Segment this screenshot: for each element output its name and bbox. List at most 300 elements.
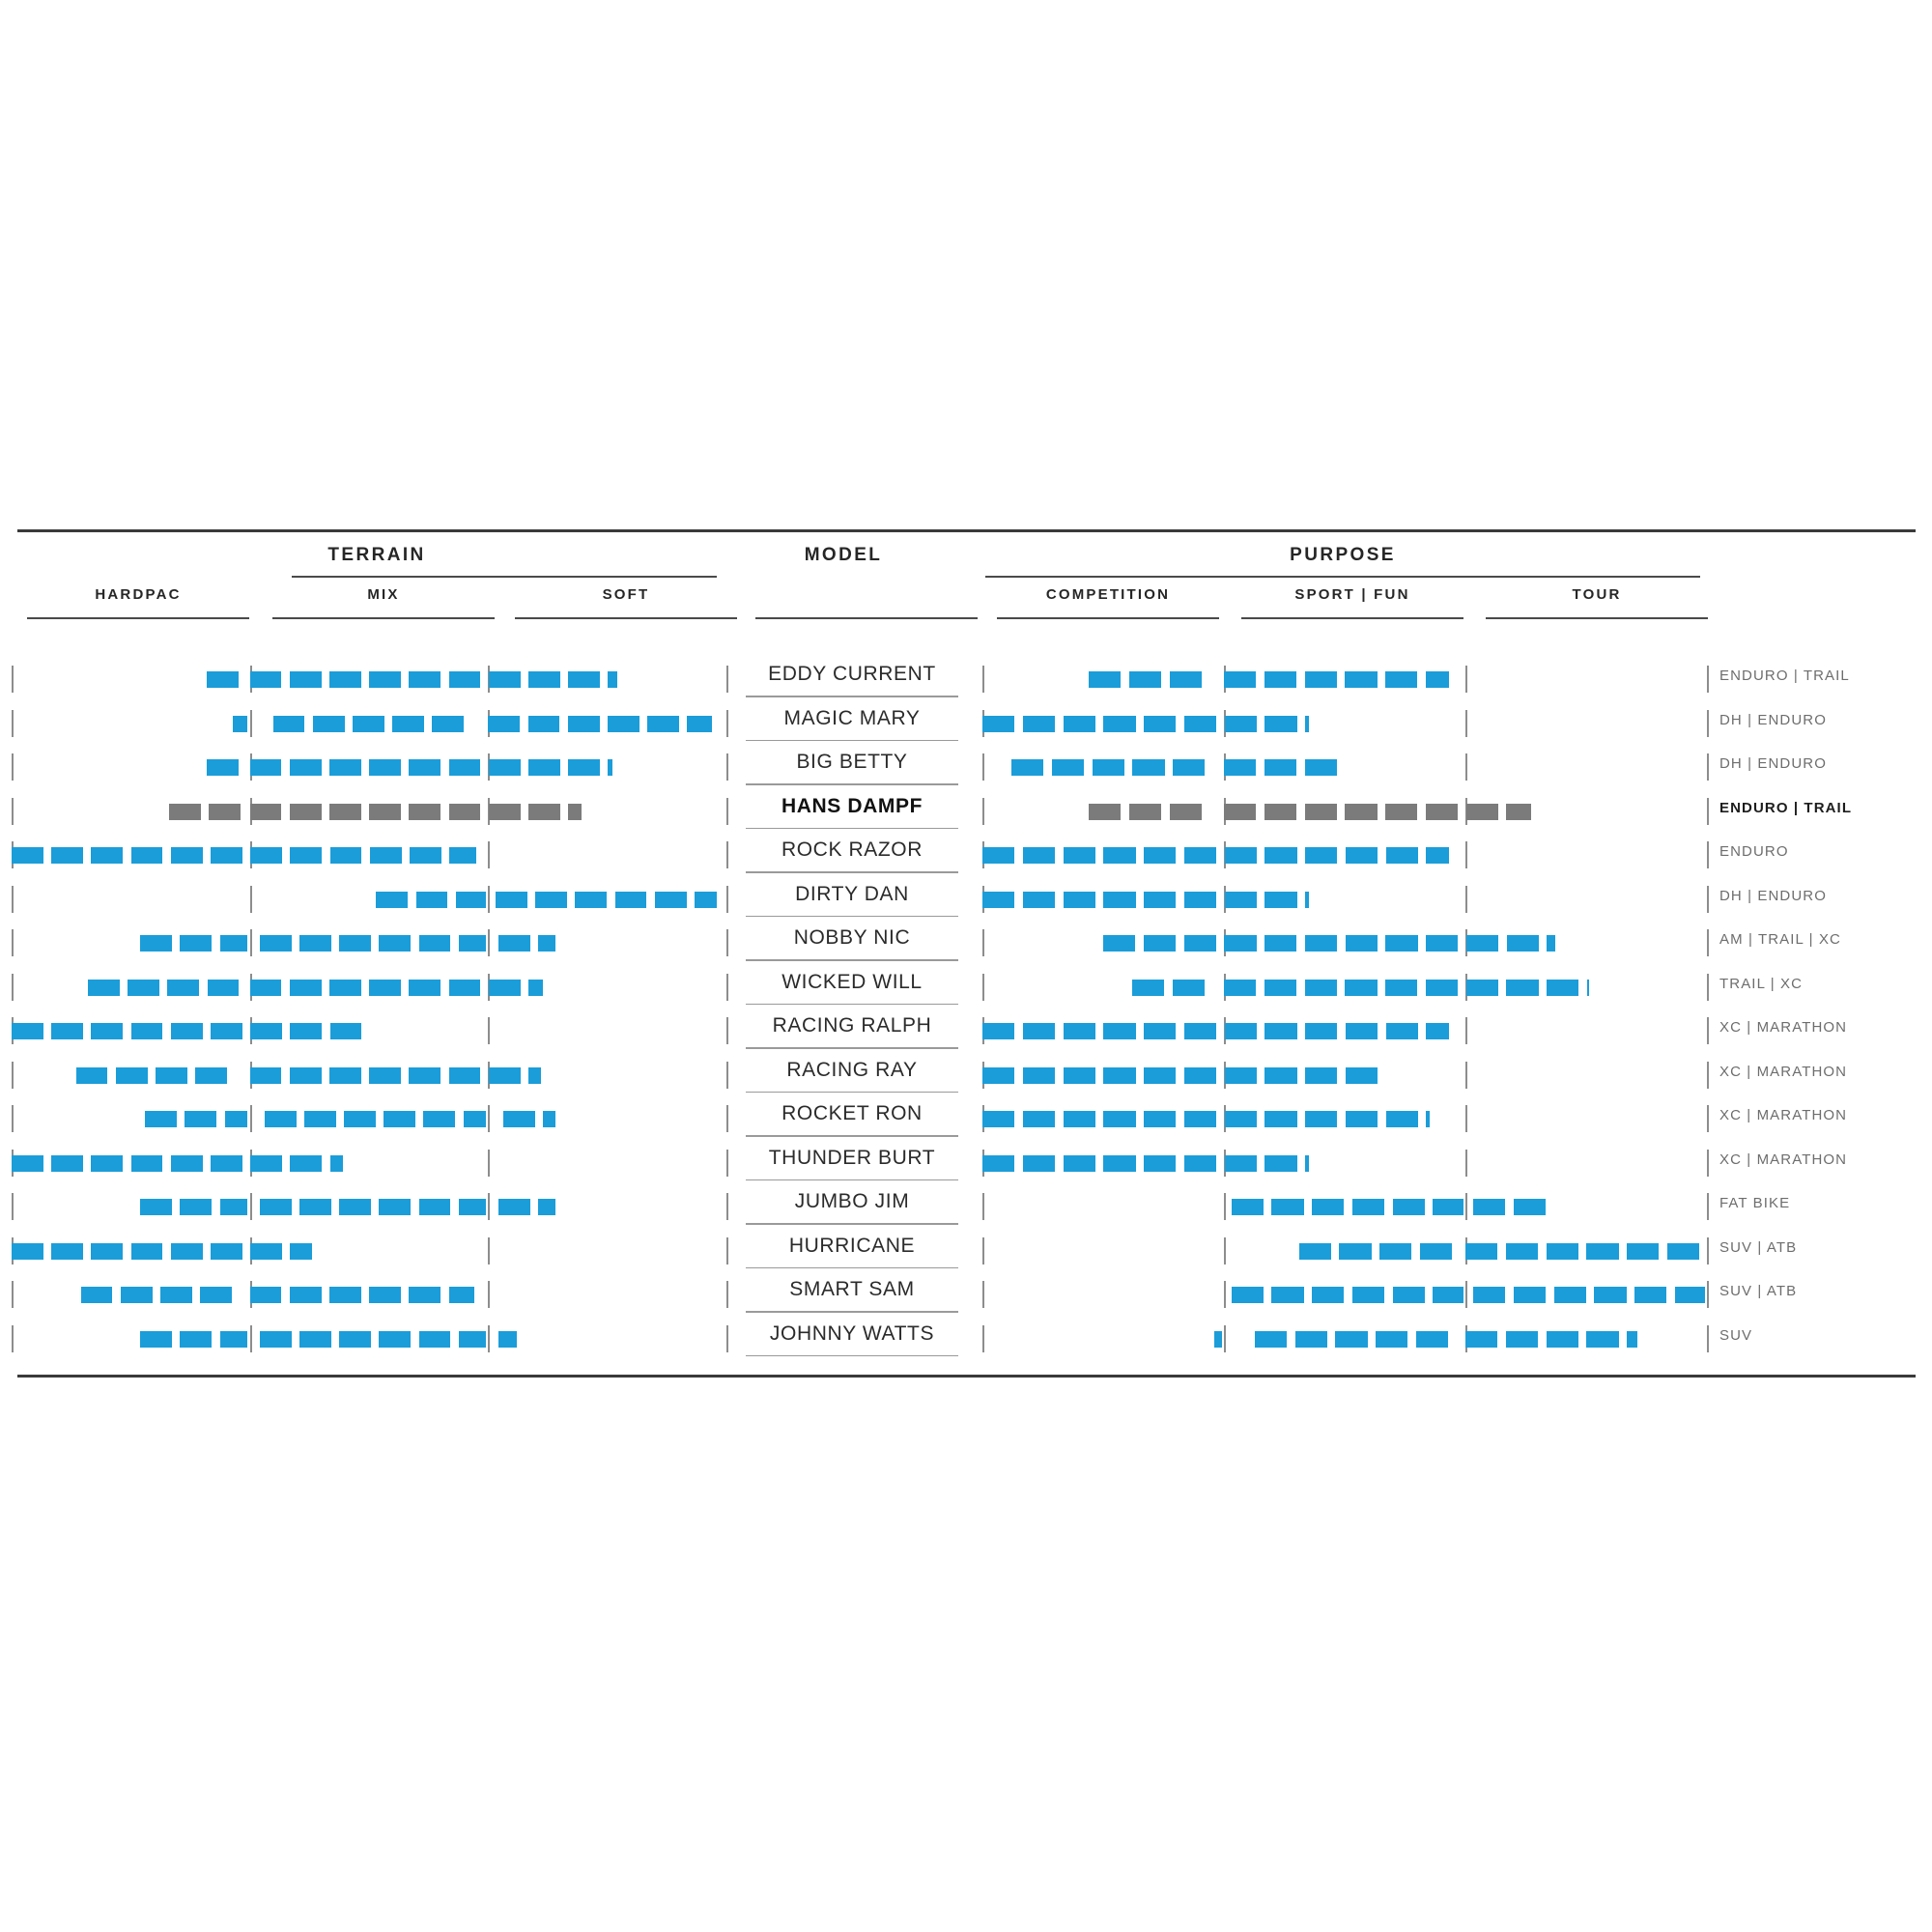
- purpose-segment: [1264, 671, 1296, 688]
- purpose-segment: [1271, 1199, 1303, 1215]
- terrain-segment: [449, 804, 481, 820]
- purpose-divider-tick: [1707, 1062, 1709, 1089]
- purpose-segment: [1426, 847, 1449, 864]
- purpose-segment: [1554, 1287, 1586, 1303]
- model-underline: [746, 828, 958, 830]
- terrain-segment: [459, 1199, 486, 1215]
- model-underline: [746, 871, 958, 873]
- terrain-segment: [369, 804, 401, 820]
- terrain-segment: [498, 1331, 517, 1348]
- terrain-gauge: [12, 1097, 726, 1142]
- purpose-segment: [1627, 1331, 1637, 1348]
- purpose-divider-tick: [1707, 974, 1709, 1001]
- purpose-segment: [1299, 1243, 1331, 1260]
- terrain-segment: [250, 980, 282, 996]
- terrain-segment: [180, 1199, 212, 1215]
- purpose-segment: [1103, 1067, 1135, 1084]
- terrain-gauge: [12, 922, 726, 966]
- terrain-gauge: [12, 1318, 726, 1362]
- terrain-segment: [250, 759, 282, 776]
- terrain-segment: [12, 1155, 43, 1172]
- terrain-segment: [131, 847, 163, 864]
- terrain-segment: [131, 1243, 163, 1260]
- purpose-segment: [1514, 1199, 1546, 1215]
- purpose-divider-tick: [982, 1281, 984, 1308]
- terrain-segment: [207, 671, 239, 688]
- purpose-segment: [1184, 892, 1216, 908]
- purpose-segment: [1103, 892, 1135, 908]
- terrain-segment: [250, 1023, 282, 1039]
- purpose-segment: [1170, 671, 1202, 688]
- purpose-segment: [1132, 759, 1164, 776]
- purpose-divider-tick: [1465, 1281, 1467, 1308]
- terrain-segment: [211, 847, 242, 864]
- purpose-segment: [1255, 1331, 1287, 1348]
- purpose-segment: [1305, 935, 1337, 952]
- purpose-segment: [1103, 1155, 1135, 1172]
- header-subgroups: [19, 577, 1913, 621]
- terrain-segment: [290, 847, 322, 864]
- purpose-label: DH | ENDURO: [1719, 711, 1827, 728]
- terrain-divider-tick: [726, 974, 728, 1001]
- terrain-segment: [339, 1331, 371, 1348]
- purpose-divider-tick: [982, 798, 984, 825]
- purpose-gauge: [982, 966, 1707, 1010]
- purpose-divider-tick: [1224, 1325, 1226, 1352]
- terrain-segment: [419, 1331, 451, 1348]
- terrain-segment: [432, 716, 464, 732]
- purpose-segment: [1224, 804, 1256, 820]
- purpose-segment: [1023, 1067, 1055, 1084]
- terrain-segment: [330, 1023, 362, 1039]
- purpose-segment: [1473, 1199, 1505, 1215]
- purpose-segment: [1064, 1023, 1095, 1039]
- terrain-segment: [423, 1111, 455, 1127]
- terrain-segment: [489, 804, 521, 820]
- terrain-divider-tick: [12, 974, 14, 1001]
- purpose-divider-tick: [1707, 1150, 1709, 1177]
- chart-row: [19, 922, 1913, 966]
- terrain-segment: [250, 1243, 282, 1260]
- terrain-segment: [250, 1155, 282, 1172]
- terrain-segment: [225, 1111, 248, 1127]
- purpose-segment: [1627, 1243, 1659, 1260]
- purpose-divider-tick: [982, 1193, 984, 1220]
- purpose-label: XC | MARATHON: [1719, 1063, 1848, 1080]
- terrain-divider-tick: [12, 1105, 14, 1132]
- terrain-segment: [410, 847, 441, 864]
- terrain-segment: [498, 935, 530, 952]
- terrain-gauge: [12, 1185, 726, 1230]
- terrain-segment: [498, 1199, 530, 1215]
- purpose-segment: [1305, 980, 1337, 996]
- terrain-segment: [211, 1155, 242, 1172]
- purpose-segment: [1144, 935, 1176, 952]
- purpose-segment: [1129, 804, 1161, 820]
- terrain-segment: [171, 1155, 203, 1172]
- purpose-divider-tick: [982, 1325, 984, 1352]
- purpose-segment: [1305, 1155, 1309, 1172]
- purpose-divider-tick: [1465, 1017, 1467, 1044]
- purpose-segment: [1506, 1243, 1538, 1260]
- terrain-segment: [51, 847, 83, 864]
- terrain-segment: [538, 935, 555, 952]
- purpose-segment: [1225, 1155, 1257, 1172]
- purpose-segment: [982, 892, 1014, 908]
- purpose-segment: [982, 847, 1014, 864]
- terrain-divider-tick: [726, 1017, 728, 1044]
- terrain-segment: [180, 935, 212, 952]
- terrain-segment: [449, 759, 481, 776]
- purpose-segment: [1224, 759, 1256, 776]
- model-underline: [746, 1092, 958, 1094]
- purpose-divider-tick: [982, 974, 984, 1001]
- purpose-segment: [1594, 1287, 1626, 1303]
- purpose-segment: [1103, 716, 1135, 732]
- terrain-segment: [304, 1111, 336, 1127]
- purpose-segment: [1339, 1243, 1371, 1260]
- terrain-segment: [290, 1067, 322, 1084]
- terrain-segment: [575, 892, 607, 908]
- terrain-divider-tick: [488, 1017, 490, 1044]
- purpose-segment: [1586, 1331, 1618, 1348]
- terrain-segment: [369, 759, 401, 776]
- model-name: ROCKET RON: [781, 1102, 923, 1124]
- model-underline: [746, 696, 958, 697]
- purpose-divider-tick: [1707, 1325, 1709, 1352]
- purpose-segment: [1346, 1023, 1378, 1039]
- purpose-segment: [1335, 1331, 1367, 1348]
- purpose-segment: [1312, 1199, 1344, 1215]
- purpose-segment: [1023, 1155, 1055, 1172]
- purpose-segment: [1385, 935, 1417, 952]
- purpose-segment: [1305, 804, 1337, 820]
- group-header-terrain: TERRAIN: [327, 545, 426, 565]
- terrain-segment: [568, 671, 600, 688]
- terrain-segment: [568, 804, 582, 820]
- purpose-segment: [1023, 1111, 1055, 1127]
- terrain-segment: [171, 1243, 203, 1260]
- terrain-segment: [416, 892, 448, 908]
- terrain-segment: [647, 716, 679, 732]
- purpose-segment: [1144, 847, 1176, 864]
- terrain-segment: [195, 1067, 227, 1084]
- terrain-segment: [250, 804, 282, 820]
- terrain-segment: [528, 980, 543, 996]
- terrain-segment: [208, 980, 240, 996]
- terrain-segment: [330, 1155, 344, 1172]
- terrain-segment: [464, 1111, 486, 1127]
- purpose-segment: [1433, 1199, 1463, 1215]
- terrain-gauge: [12, 878, 726, 923]
- chart-rows: [19, 658, 1913, 1361]
- terrain-divider-tick: [12, 1281, 14, 1308]
- terrain-gauge: [12, 1142, 726, 1186]
- purpose-divider-tick: [1465, 886, 1467, 913]
- terrain-divider-tick: [726, 1325, 728, 1352]
- terrain-segment: [329, 1287, 361, 1303]
- purpose-divider-tick: [1224, 1237, 1226, 1264]
- terrain-segment: [51, 1243, 83, 1260]
- terrain-segment: [265, 1111, 297, 1127]
- purpose-segment: [1385, 804, 1417, 820]
- subunderline-tour: [1486, 617, 1708, 619]
- purpose-gauge: [982, 1009, 1707, 1054]
- terrain-gauge: [12, 1230, 726, 1274]
- terrain-segment: [171, 847, 203, 864]
- purpose-segment: [1305, 1067, 1337, 1084]
- chart-row: [19, 1230, 1913, 1274]
- chart-row: [19, 1273, 1913, 1318]
- subheader-sport-fun: SPORT | FUN: [1294, 586, 1410, 603]
- terrain-segment: [185, 1111, 216, 1127]
- terrain-segment: [329, 1067, 361, 1084]
- purpose-label: ENDURO | TRAIL: [1719, 799, 1853, 816]
- terrain-divider-tick: [12, 1193, 14, 1220]
- purpose-segment: [1064, 716, 1095, 732]
- terrain-segment: [419, 935, 451, 952]
- purpose-divider-tick: [1707, 886, 1709, 913]
- chart-row: [19, 1318, 1913, 1362]
- model-name: THUNDER BURT: [768, 1146, 936, 1169]
- chart-row: [19, 1097, 1913, 1142]
- terrain-segment: [409, 804, 440, 820]
- purpose-segment: [1385, 671, 1417, 688]
- terrain-segment: [489, 980, 521, 996]
- terrain-segment: [449, 847, 476, 864]
- chart-row: [19, 790, 1913, 835]
- purpose-segment: [1547, 1331, 1578, 1348]
- terrain-segment: [376, 892, 408, 908]
- terrain-divider-tick: [726, 1193, 728, 1220]
- terrain-segment: [339, 935, 371, 952]
- terrain-divider-tick: [726, 1105, 728, 1132]
- terrain-segment: [369, 1287, 401, 1303]
- model-name: MAGIC MARY: [783, 706, 921, 729]
- purpose-segment: [1064, 892, 1095, 908]
- model-name: RACING RALPH: [772, 1014, 932, 1037]
- terrain-segment: [329, 671, 361, 688]
- terrain-segment: [290, 1023, 322, 1039]
- purpose-segment: [982, 1155, 1014, 1172]
- terrain-divider-tick: [726, 1281, 728, 1308]
- subheader-tour: TOUR: [1572, 586, 1622, 603]
- purpose-segment: [1184, 1155, 1216, 1172]
- purpose-segment: [1305, 1023, 1337, 1039]
- terrain-segment: [528, 716, 560, 732]
- purpose-divider-tick: [982, 929, 984, 956]
- purpose-segment: [1346, 1067, 1378, 1084]
- purpose-divider-tick: [1465, 666, 1467, 693]
- terrain-divider-tick: [12, 753, 14, 781]
- purpose-segment: [1103, 935, 1135, 952]
- terrain-divider-tick: [250, 710, 252, 737]
- terrain-segment: [250, 847, 282, 864]
- terrain-segment: [459, 1331, 486, 1348]
- purpose-segment: [1271, 1287, 1303, 1303]
- terrain-segment: [91, 1023, 123, 1039]
- purpose-label: ENDURO | TRAIL: [1719, 668, 1850, 684]
- purpose-segment: [1547, 935, 1555, 952]
- purpose-segment: [1466, 935, 1498, 952]
- terrain-segment: [260, 935, 292, 952]
- purpose-segment: [1376, 1331, 1407, 1348]
- terrain-segment: [290, 1243, 312, 1260]
- purpose-segment: [1225, 1111, 1257, 1127]
- model-name: SMART SAM: [789, 1278, 915, 1300]
- terrain-divider-tick: [488, 1325, 490, 1352]
- terrain-segment: [409, 980, 440, 996]
- model-underline: [746, 740, 958, 742]
- purpose-segment: [1264, 1155, 1296, 1172]
- purpose-divider-tick: [1707, 929, 1709, 956]
- purpose-segment: [1420, 1243, 1452, 1260]
- terrain-gauge: [12, 746, 726, 790]
- terrain-segment: [140, 1199, 172, 1215]
- model-name: ROCK RAZOR: [781, 838, 923, 861]
- terrain-segment: [76, 1067, 108, 1084]
- terrain-segment: [568, 716, 600, 732]
- purpose-segment: [1089, 671, 1121, 688]
- terrain-divider-tick: [726, 1237, 728, 1264]
- purpose-segment: [1225, 716, 1257, 732]
- terrain-segment: [344, 1111, 376, 1127]
- purpose-segment: [1264, 980, 1296, 996]
- terrain-segment: [88, 980, 120, 996]
- purpose-divider-tick: [1707, 841, 1709, 868]
- purpose-segment: [1346, 847, 1378, 864]
- purpose-segment: [1466, 980, 1498, 996]
- purpose-segment: [1385, 980, 1417, 996]
- purpose-segment: [1103, 1023, 1135, 1039]
- chart-row: [19, 746, 1913, 790]
- purpose-segment: [1103, 1111, 1135, 1127]
- terrain-segment: [695, 892, 717, 908]
- purpose-segment: [1225, 1067, 1257, 1084]
- purpose-segment: [1426, 1023, 1449, 1039]
- purpose-segment: [1144, 892, 1176, 908]
- terrain-segment: [655, 892, 687, 908]
- purpose-segment: [1023, 892, 1055, 908]
- subheader-competition: COMPETITION: [1045, 586, 1171, 603]
- terrain-segment: [369, 980, 401, 996]
- purpose-divider-tick: [1224, 1281, 1226, 1308]
- purpose-segment: [1184, 1067, 1216, 1084]
- purpose-segment: [1426, 804, 1458, 820]
- terrain-segment: [12, 1243, 43, 1260]
- terrain-divider-tick: [488, 1281, 490, 1308]
- purpose-divider-tick: [1707, 1281, 1709, 1308]
- purpose-segment: [1507, 935, 1539, 952]
- terrain-gauge: [12, 1054, 726, 1098]
- purpose-gauge: [982, 1054, 1707, 1098]
- purpose-segment: [1173, 980, 1205, 996]
- model-name: JUMBO JIM: [794, 1190, 910, 1212]
- terrain-segment: [290, 1287, 322, 1303]
- purpose-segment: [1064, 1067, 1095, 1084]
- purpose-gauge: [982, 1185, 1707, 1230]
- purpose-label: SUV: [1719, 1326, 1753, 1344]
- purpose-segment: [1023, 1023, 1055, 1039]
- purpose-segment: [1144, 1155, 1176, 1172]
- subunderline-mix: [272, 617, 495, 619]
- purpose-gauge: [982, 922, 1707, 966]
- purpose-segment: [1264, 892, 1296, 908]
- terrain-segment: [160, 1287, 192, 1303]
- terrain-segment: [528, 1067, 541, 1084]
- model-underline: [746, 1004, 958, 1006]
- chart-row: [19, 966, 1913, 1010]
- purpose-segment: [1173, 759, 1205, 776]
- terrain-segment: [608, 759, 611, 776]
- terrain-divider-tick: [726, 798, 728, 825]
- subheader-hardpac: HARDPAC: [95, 586, 182, 603]
- terrain-gauge: [12, 790, 726, 835]
- purpose-segment: [1305, 892, 1309, 908]
- terrain-segment: [273, 716, 305, 732]
- purpose-segment: [1225, 892, 1257, 908]
- terrain-segment: [140, 935, 172, 952]
- purpose-segment: [1352, 1287, 1384, 1303]
- model-underline: [746, 1047, 958, 1049]
- terrain-segment: [171, 1023, 203, 1039]
- model-underline: [746, 916, 958, 918]
- purpose-segment: [1214, 1331, 1222, 1348]
- terrain-segment: [379, 1199, 411, 1215]
- purpose-segment: [1667, 1243, 1699, 1260]
- terrain-segment: [131, 1155, 163, 1172]
- terrain-segment: [250, 1287, 282, 1303]
- terrain-segment: [543, 1111, 555, 1127]
- terrain-segment: [313, 716, 345, 732]
- terrain-segment: [260, 1331, 292, 1348]
- purpose-divider-tick: [982, 666, 984, 693]
- terrain-segment: [496, 892, 527, 908]
- purpose-segment: [1305, 1111, 1337, 1127]
- purpose-segment: [1465, 1243, 1497, 1260]
- purpose-gauge: [982, 790, 1707, 835]
- terrain-segment: [167, 980, 199, 996]
- model-underline: [746, 1311, 958, 1313]
- purpose-segment: [1305, 716, 1309, 732]
- terrain-segment: [290, 1155, 322, 1172]
- subheader-mix: MIX: [367, 586, 400, 603]
- terrain-divider-tick: [12, 886, 14, 913]
- terrain-segment: [91, 847, 123, 864]
- terrain-divider-tick: [726, 1150, 728, 1177]
- terrain-segment: [615, 892, 647, 908]
- terrain-segment: [370, 847, 402, 864]
- model-underline: [746, 1135, 958, 1137]
- purpose-segment: [1064, 1111, 1095, 1127]
- terrain-segment: [608, 716, 639, 732]
- model-underline: [746, 959, 958, 961]
- subunderline-model-spacer: [755, 617, 978, 619]
- purpose-divider-tick: [1707, 798, 1709, 825]
- chart-row: [19, 834, 1913, 878]
- terrain-segment: [220, 1331, 248, 1348]
- model-name: NOBBY NIC: [793, 926, 911, 949]
- terrain-divider-tick: [726, 886, 728, 913]
- purpose-segment: [1184, 847, 1216, 864]
- terrain-segment: [528, 671, 560, 688]
- purpose-segment: [1264, 1111, 1296, 1127]
- purpose-divider-tick: [1707, 1017, 1709, 1044]
- terrain-segment: [449, 671, 481, 688]
- terrain-divider-tick: [250, 1193, 252, 1220]
- model-underline: [746, 1223, 958, 1225]
- terrain-divider-tick: [488, 1237, 490, 1264]
